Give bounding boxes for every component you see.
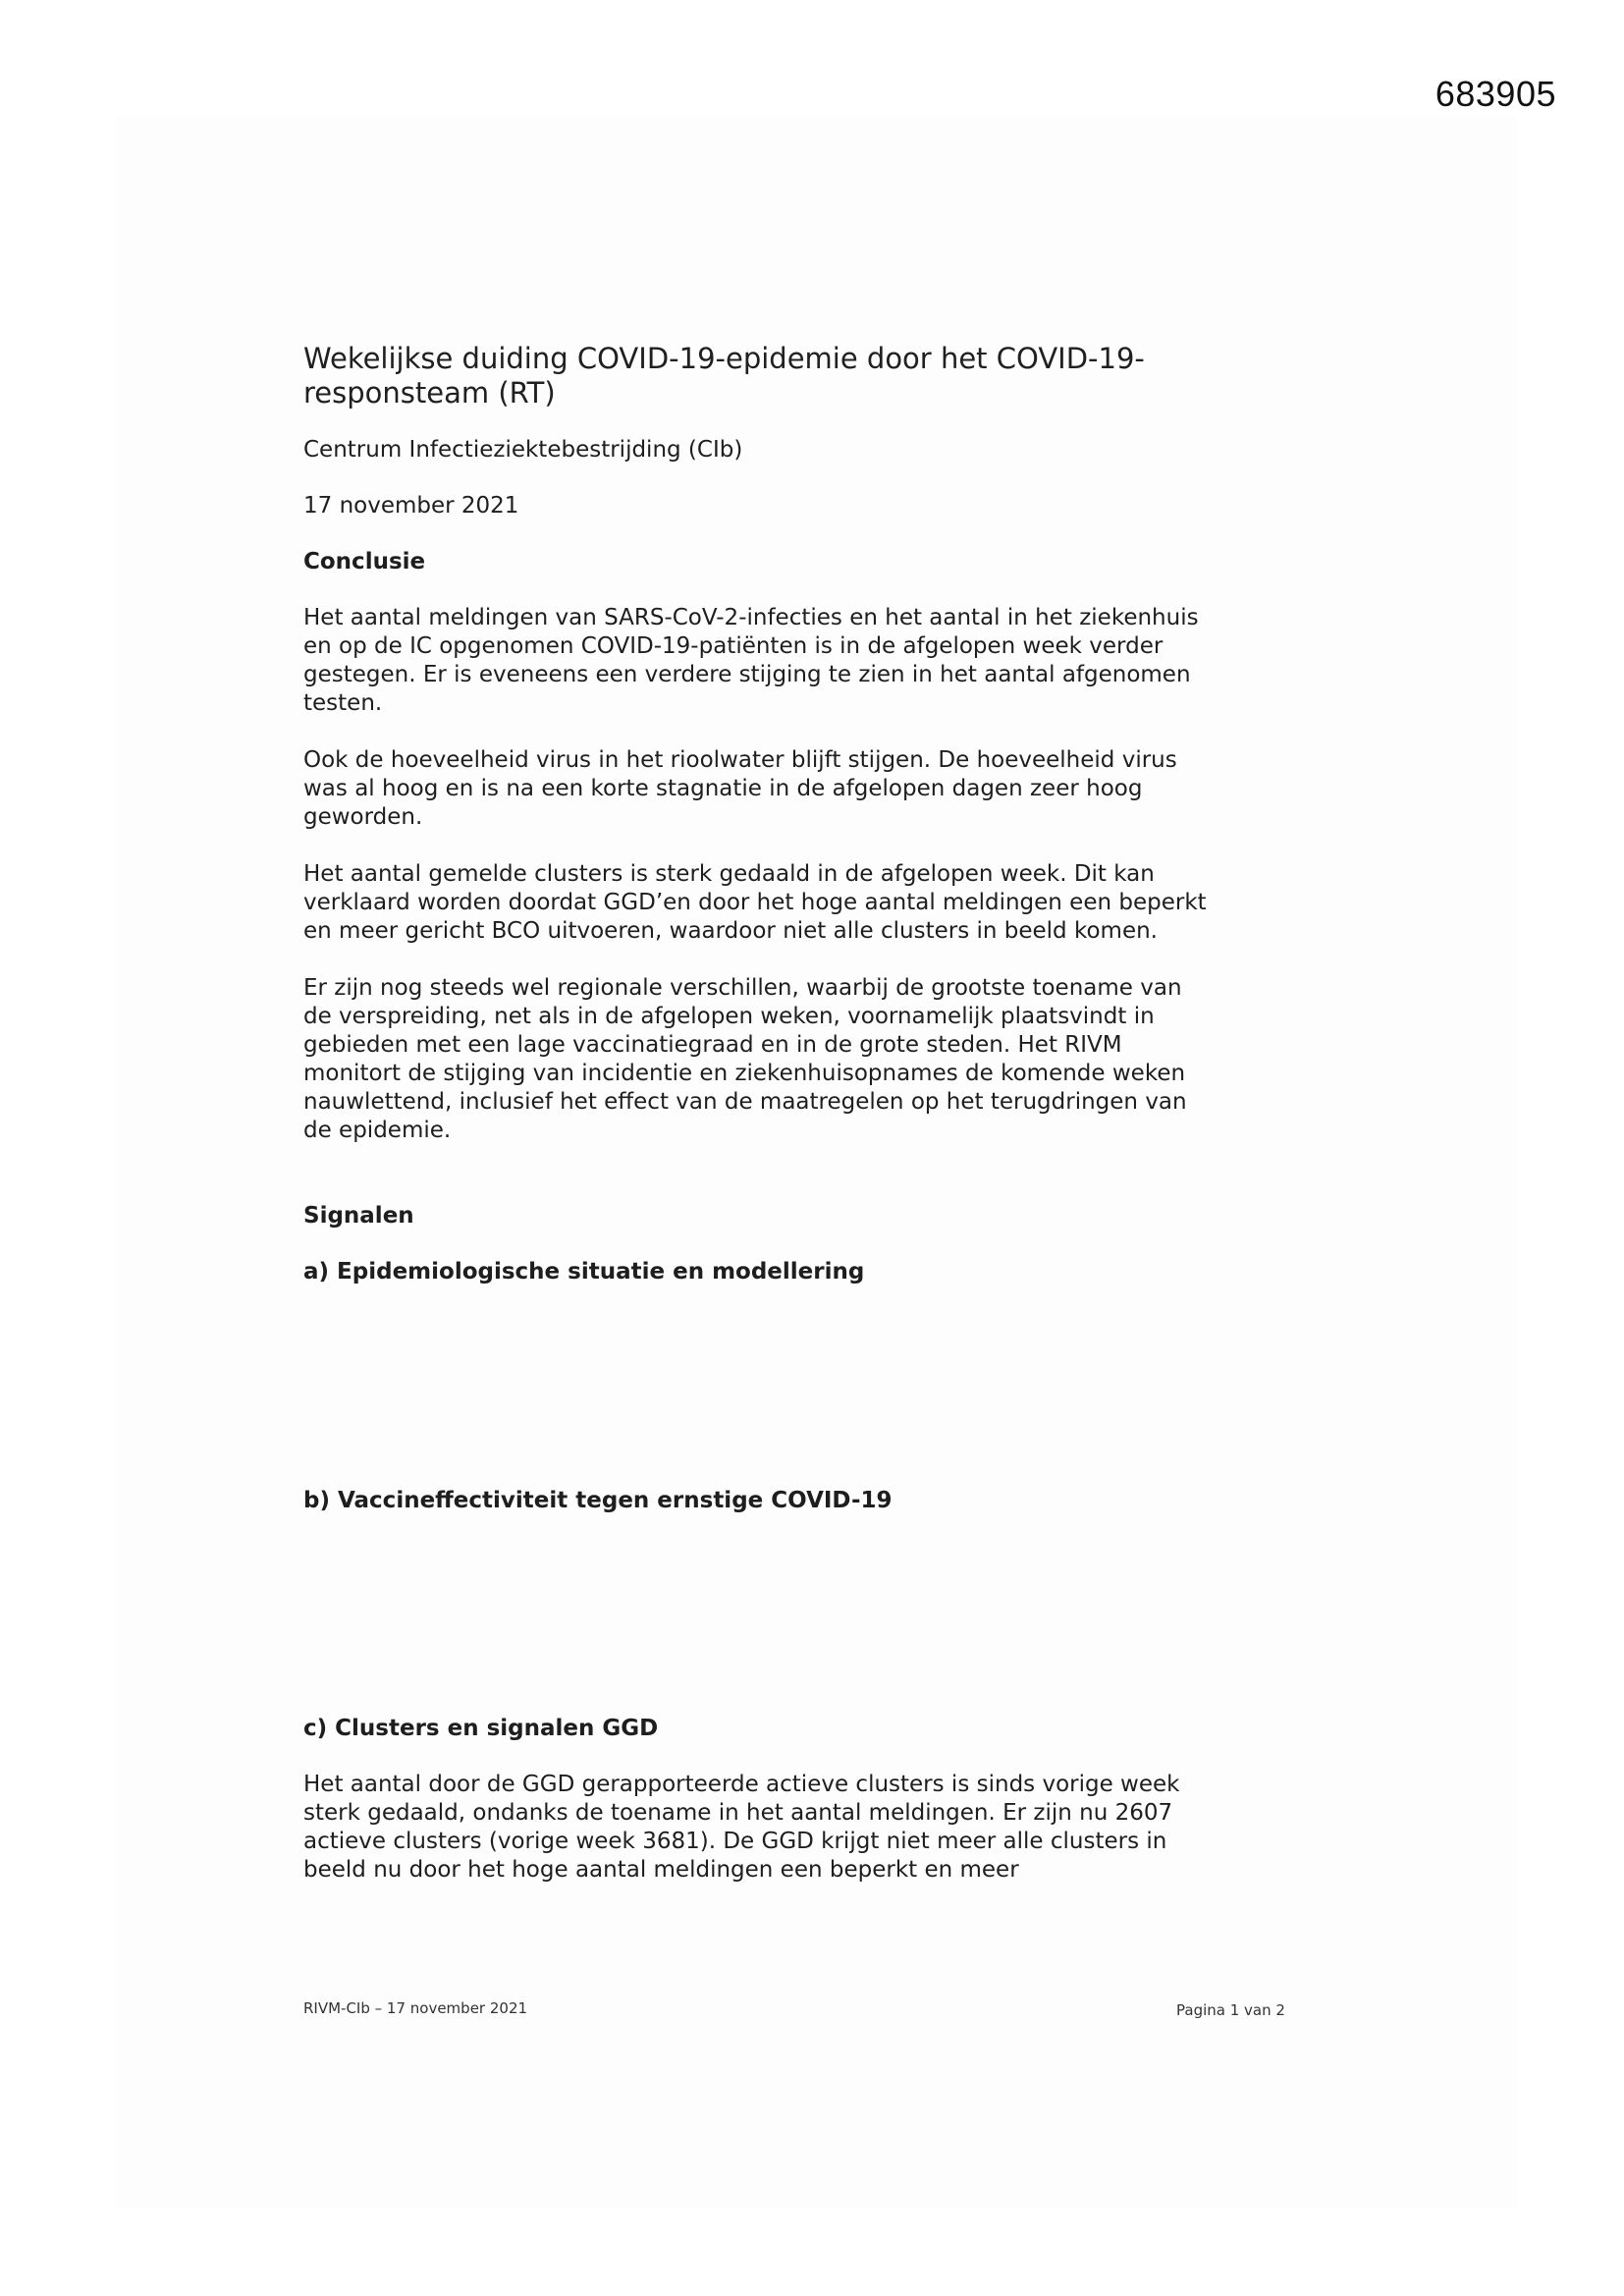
document-id: 683905 — [1435, 74, 1556, 114]
conclusion-paragraph-1: Het aantal meldingen van SARS-CoV-2-infecties en het aantal in het ziekenhuis en op de IC opgenomen COVID-19-patiënten is in de afgelopen week verder gestegen. Er is eveneens een verdere stijging te zien in het aantal afgenomen testen. — [303, 605, 1199, 716]
document-date: 17 november 2021 — [303, 493, 519, 519]
conclusion-paragraph-4: Er zijn nog steeds wel regionale verschillen, waarbij de grootste toename van de verspreiding, net als in de afgelopen weken, voornamelijk plaatsvindt in gebieden met een lage vaccinatiegraad en in de grote steden. Het RIVM monitort de stijging van incidentie en ziekenhuisopnames de komende weken nauwlettend, inclusief het effect van de maatregelen op het terugdringen van de epidemie. — [303, 975, 1187, 1143]
organization-name: Centrum Infectieziektebestrijding (CIb) — [303, 437, 743, 463]
conclusion-paragraph-3: Het aantal gemelde clusters is sterk gedaald in de afgelopen week. Dit kan verklaard worden doordat GGD’en door het hoge aantal meldingen een beperkt en meer gericht BCO uitvoeren, waardoor niet alle clusters in beeld komen. — [303, 861, 1207, 944]
document-body — [303, 342, 1207, 1913]
section-a-heading: a) Epidemiologische situatie en modellering — [303, 1259, 865, 1285]
page-number: Pagina 1 van 2 — [1176, 2001, 1285, 2019]
footer-left: RIVM-CIb – 17 november 2021 — [303, 1999, 528, 2017]
document-title: Wekelijkse duiding COVID-19-epidemie door het COVID-19-responsteam (RT) — [303, 342, 1145, 410]
conclusion-paragraph-2: Ook de hoeveelheid virus in het rioolwater blijft stijgen. De hoeveelheid virus was al hoog en is na een korte stagnatie in de afgelopen dagen zeer hoog geworden. — [303, 747, 1177, 830]
section-c-paragraph: Het aantal door de GGD gerapporteerde actieve clusters is sinds vorige week sterk gedaald, ondanks de toename in het aantal meldingen. Er zijn nu 2607 actieve clusters (vorige week 3681). De GGD krijgt niet meer alle clusters in beeld nu door het hoge aantal meldingen een beperkt en meer — [303, 1772, 1180, 1883]
section-c-heading: c) Clusters en signalen GGD — [303, 1716, 659, 1741]
section-b-heading: b) Vaccineffectiviteit tegen ernstige COVID-19 — [303, 1488, 893, 1513]
signals-heading: Signalen — [303, 1203, 414, 1229]
conclusion-heading: Conclusie — [303, 549, 426, 574]
